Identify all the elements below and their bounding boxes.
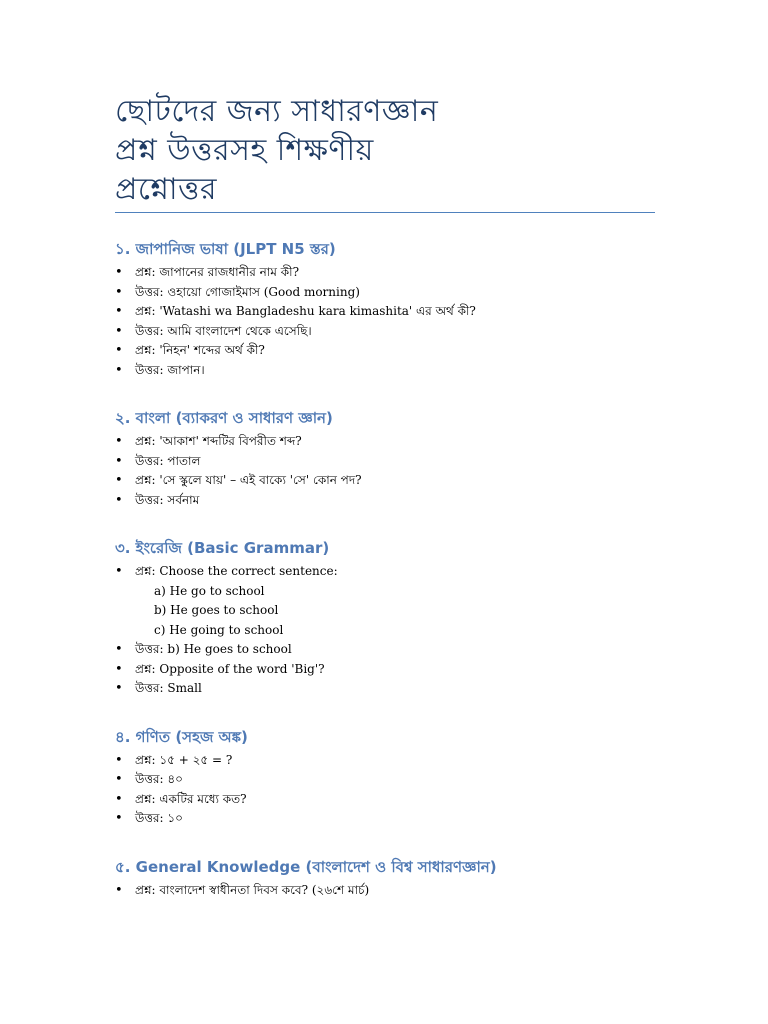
section-math bbox=[115, 727, 660, 829]
section-bangla bbox=[115, 408, 660, 510]
list-item bbox=[115, 562, 660, 640]
list-item: • প্রশ্ন: জাপানের রাজধানীর নাম কী? bbox=[115, 263, 660, 283]
qa-list bbox=[115, 263, 660, 380]
question-text: প্রশ্ন: Choose the correct sentence: bbox=[135, 564, 338, 578]
qa-list bbox=[115, 751, 660, 829]
list-item: • প্রশ্ন: 'সে স্কুলে যায়' – এই বাক্যে 'সে' কোন পদ? bbox=[115, 471, 660, 491]
section-heading: ৩. ইংরেজি (Basic Grammar) bbox=[115, 539, 330, 557]
list-item: • প্রশ্ন: ১৫ + ২৫ = ? bbox=[115, 751, 660, 771]
title-line-1: ছোটদের জন্য সাধারণজ্ঞান bbox=[115, 94, 439, 129]
qa-list bbox=[115, 432, 660, 510]
qa-list bbox=[115, 562, 660, 699]
list-item: • উত্তর: ১০ bbox=[115, 809, 660, 829]
list-item: • উত্তর: b) He goes to school bbox=[115, 640, 660, 660]
section-heading: ৪. গণিত (সহজ অঙ্ক) bbox=[115, 727, 248, 746]
list-item: • উত্তর: ৪০ bbox=[115, 770, 660, 790]
list-item: • প্রশ্ন: 'Watashi wa Bangladeshu kara kimashita' এর অর্থ কী? bbox=[115, 302, 660, 322]
answer-option: b) He goes to school bbox=[154, 603, 279, 617]
list-item: • উত্তর: সর্বনাম bbox=[115, 491, 660, 511]
qa-list bbox=[115, 881, 660, 901]
list-item: • উত্তর: পাতাল bbox=[115, 452, 660, 472]
list-item: • প্রশ্ন: Opposite of the word 'Big'? bbox=[115, 660, 660, 680]
list-item: • প্রশ্ন: 'নিহন' শব্দের অর্থ কী? bbox=[115, 341, 660, 361]
list-item: • উত্তর: জাপান। bbox=[115, 361, 660, 381]
section-heading: ৫. General Knowledge (বাংলাদেশ ও বিশ্ব সাধারণজ্ঞান) bbox=[115, 857, 497, 876]
section-english bbox=[115, 538, 660, 699]
document-title bbox=[115, 92, 655, 213]
answer-option: c) He going to school bbox=[154, 622, 284, 637]
section-general-knowledge bbox=[115, 857, 660, 901]
section-japanese bbox=[115, 239, 660, 380]
title-line-3: প্রশ্নোত্তর bbox=[115, 172, 217, 207]
title-line-2: প্রশ্ন উত্তরসহ শিক্ষণীয় bbox=[115, 133, 374, 168]
list-item: • প্রশ্ন: 'আকাশ' শব্দটির বিপরীত শব্দ? bbox=[115, 432, 660, 452]
document-page bbox=[115, 92, 660, 900]
list-item: • উত্তর: আমি বাংলাদেশ থেকে এসেছি। bbox=[115, 322, 660, 342]
list-item: • উত্তর: Small bbox=[115, 679, 660, 699]
list-item: • প্রশ্ন: একটির মধ্যে কত? bbox=[115, 790, 660, 810]
list-item: • উত্তর: ওহায়ো গোজাইমাস (Good morning) bbox=[115, 283, 660, 303]
section-heading: ২. বাংলা (ব্যাকরণ ও সাধারণ জ্ঞান) bbox=[115, 409, 333, 427]
section-heading: ১. জাপানিজ ভাষা (JLPT N5 স্তর) bbox=[115, 240, 336, 258]
list-item: • প্রশ্ন: বাংলাদেশ স্বাধীনতা দিবস কবে? (২৬শে মার্চ) bbox=[115, 881, 660, 901]
answer-option: a) He go to school bbox=[154, 583, 265, 598]
